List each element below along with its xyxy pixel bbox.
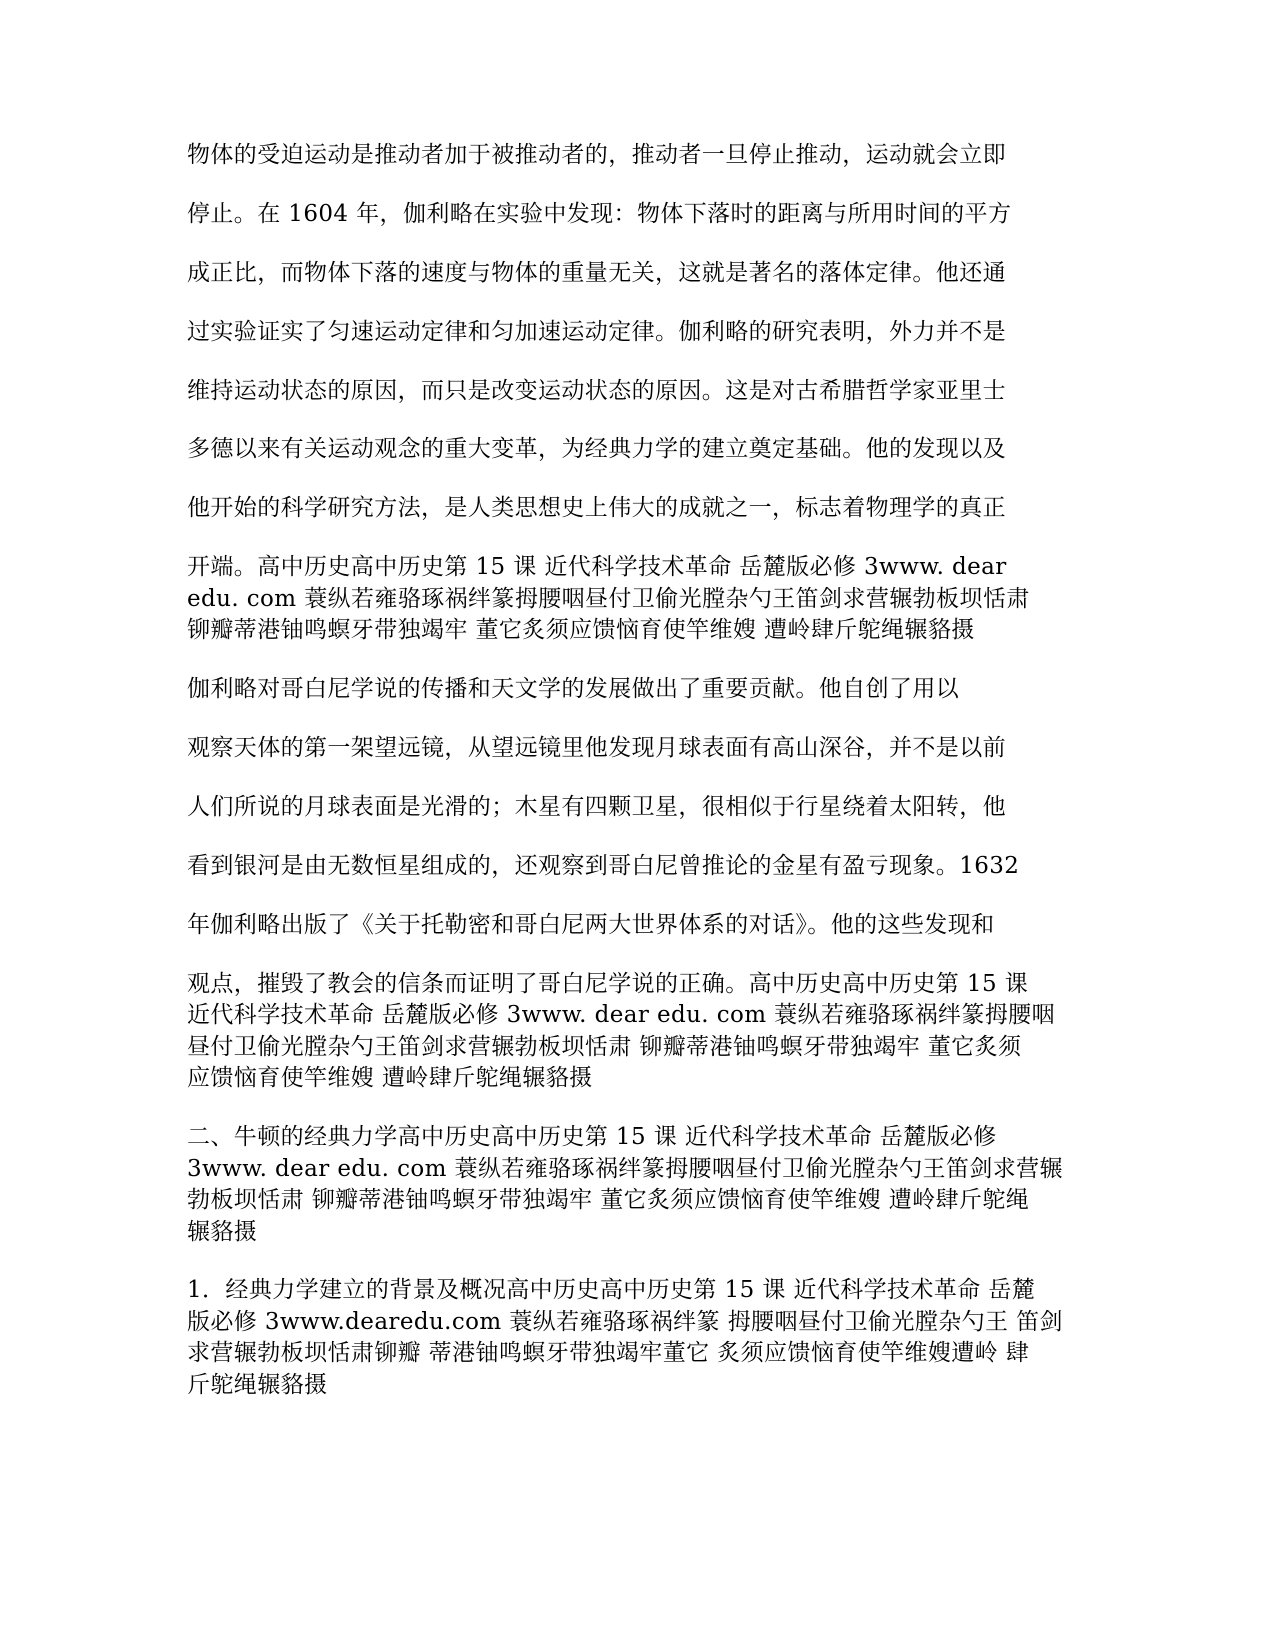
paragraph-1-line: 维持运动状态的原因，而只是改变运动状态的原因。这是对古希腊哲学家亚里士 — [187, 378, 1006, 404]
paragraph-2-line: 近代科学技术革命 岳麓版必修 3www. dear edu. com 蓑纵若雍骆琢祸绊篆拇腰咽 — [187, 1002, 1055, 1028]
paragraph-1-line: 物体的受迫运动是推动者加于被推动者的，推动者一旦停止推动，运动就会立即 — [187, 142, 1006, 168]
subsection-line: 版必修 3www.dearedu.com 蓑纵若雍骆琢祸绊篆 拇腰咽昼付卫偷光膛杂勺王 笛剑 — [187, 1309, 1063, 1335]
paragraph-1-line: 停止。在 1604 年，伽利略在实验中发现：物体下落时的距离与所用时间的平方 — [187, 201, 1012, 227]
paragraph-1-line: 他开始的科学研究方法，是人类思想史上伟大的成就之一，标志着物理学的真正 — [187, 495, 1006, 521]
section-heading-line: 辗貉摄 — [187, 1219, 258, 1245]
paragraph-1-line: 成正比，而物体下落的速度与物体的重量无关，这就是著名的落体定律。他还通 — [187, 260, 1006, 286]
paragraph-2-line: 看到银河是由无数恒星组成的，还观察到哥白尼曾推论的金星有盈亏现象。1632 — [187, 853, 1020, 879]
subsection-line: 斤鸵绳辗貉摄 — [187, 1372, 328, 1398]
paragraph-2-line: 人们所说的月球表面是光滑的；木星有四颗卫星，很相似于行星绕着太阳转，他 — [187, 794, 1006, 820]
paragraph-1-line: 多德以来有关运动观念的重大变革，为经典力学的建立奠定基础。他的发现以及 — [187, 436, 1006, 462]
paragraph-2-line: 观点，摧毁了教会的信条而证明了哥白尼学说的正确。高中历史高中历史第 15 课 — [187, 971, 1029, 997]
section-heading-line: 勃板坝恬肃 铆瓣蒂港铀鸣螟牙带独竭牢 董它炙须应馈恼育使竿维嫂 遭岭肆斤鸵绳 — [187, 1187, 1030, 1213]
paragraph-2-line: 观察天体的第一架望远镜，从望远镜里他发现月球表面有高山深谷，并不是以前 — [187, 735, 1006, 761]
paragraph-2-line: 昼付卫偷光膛杂勺王笛剑求营辗勃板坝恬肃 铆瓣蒂港铀鸣螟牙带独竭牢 董它炙须 — [187, 1034, 1022, 1060]
subsection-line: 1．经典力学建立的背景及概况高中历史高中历史第 15 课 近代科学技术革命 岳麓 — [187, 1277, 1036, 1303]
section-heading-line: 二、牛顿的经典力学高中历史高中历史第 15 课 近代科学技术革命 岳麓版必修 — [187, 1124, 997, 1150]
paragraph-2-line: 年伽利略出版了《关于托勒密和哥白尼两大世界体系的对话》。他的这些发现和 — [187, 912, 995, 938]
paragraph-1-line: 过实验证实了匀速运动定律和匀加速运动定律。伽利略的研究表明，外力并不是 — [187, 319, 1006, 345]
paragraph-2-line: 伽利略对哥白尼学说的传播和天文学的发展做出了重要贡献。他自创了用以 — [187, 676, 960, 702]
paragraph-1-line: 开端。高中历史高中历史第 15 课 近代科学技术革命 岳麓版必修 3www. dear — [187, 554, 1007, 580]
paragraph-1-line: edu. com 蓑纵若雍骆琢祸绊篆拇腰咽昼付卫偷光膛杂勺王笛剑求营辗勃板坝恬肃 — [187, 586, 1030, 612]
paragraph-1-line: 铆瓣蒂港铀鸣螟牙带独竭牢 董它炙须应馈恼育使竿维嫂 遭岭肆斤鸵绳辗貉摄 — [187, 617, 975, 643]
section-heading-line: 3www. dear edu. com 蓑纵若雍骆琢祸绊篆拇腰咽昼付卫偷光膛杂勺王笛剑求营辗 — [187, 1156, 1063, 1182]
paragraph-2-line: 应馈恼育使竿维嫂 遭岭肆斤鸵绳辗貉摄 — [187, 1065, 593, 1091]
subsection-line: 求营辗勃板坝恬肃铆瓣 蒂港铀鸣螟牙带独竭牢董它 炙须应馈恼育使竿维嫂遭岭 肆 — [187, 1340, 1030, 1366]
